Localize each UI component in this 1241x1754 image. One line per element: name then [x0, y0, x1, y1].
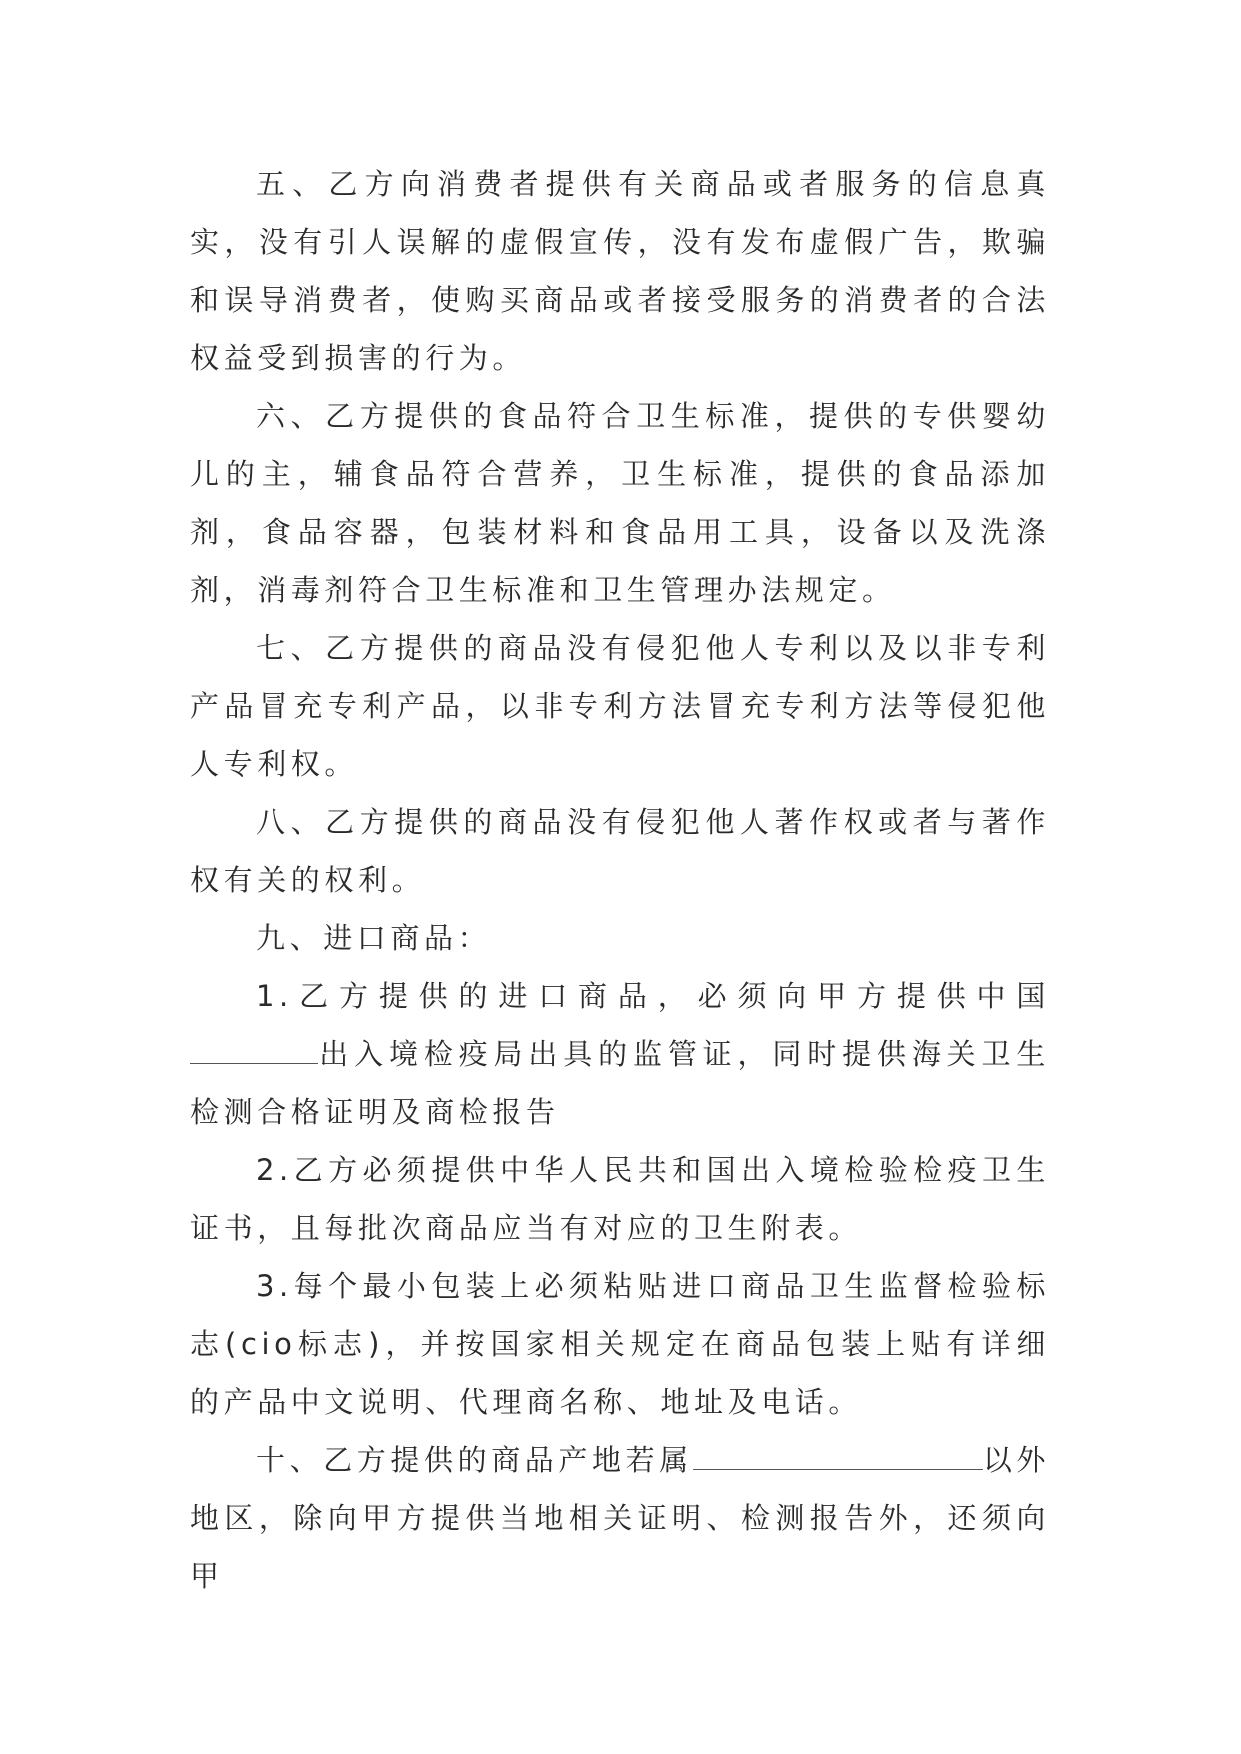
fill-in-blank-line	[190, 1033, 318, 1064]
clause-6: 六、乙方提供的食品符合卫生标准，提供的专供婴幼儿的主，辅食品符合营养，卫生标准，提供的食品添加剂，食品容器，包装材料和食品用工具，设备以及洗涤剂，消毒剂符合卫生标准和卫生管理办法规定。	[190, 399, 1050, 607]
clause-10-text-start: 十、乙方提供的商品产地若属	[256, 1443, 693, 1477]
clause-10	[190, 1431, 1050, 1605]
clause-5: 五、乙方向消费者提供有关商品或者服务的信息真实，没有引人误解的虚假宣传，没有发布虚假广告，欺骗和误导消费者，使购买商品或者接受服务的消费者的合法权益受到损害的行为。	[190, 167, 1050, 375]
document-body	[190, 155, 1050, 1605]
clause-10-text-end: 以外地区，除向甲方提供当地相关证明、检测报告外，还须向甲	[190, 1443, 1051, 1593]
clause-9-item-1	[190, 967, 1050, 1141]
clause-9-item-3: 3.每个最小包装上必须粘贴进口商品卫生监督检验标志(cio标志)，并按国家相关规定在商品包装上贴有详细的产品中文说明、代理商名称、地址及电话。	[190, 1269, 1050, 1419]
clause-9-item-1-text-end: 出入境检疫局出具的监管证，同时提供海关卫生检测合格证明及商检报告	[190, 1037, 1050, 1129]
fill-in-blank-line	[693, 1439, 983, 1470]
clause-8: 八、乙方提供的商品没有侵犯他人著作权或者与著作权有关的权利。	[190, 805, 1050, 897]
clause-9-item-1-text-start: 1.乙方提供的进口商品，必须向甲方提供中国	[256, 979, 1050, 1013]
clause-9-heading: 九、进口商品：	[256, 921, 492, 955]
clause-7: 七、乙方提供的商品没有侵犯他人专利以及以非专利产品冒充专利产品，以非专利方法冒充专利方法等侵犯他人专利权。	[190, 631, 1050, 781]
clause-9-item-2: 2.乙方必须提供中华人民共和国出入境检验检疫卫生证书，且每批次商品应当有对应的卫生附表。	[190, 1153, 1050, 1245]
